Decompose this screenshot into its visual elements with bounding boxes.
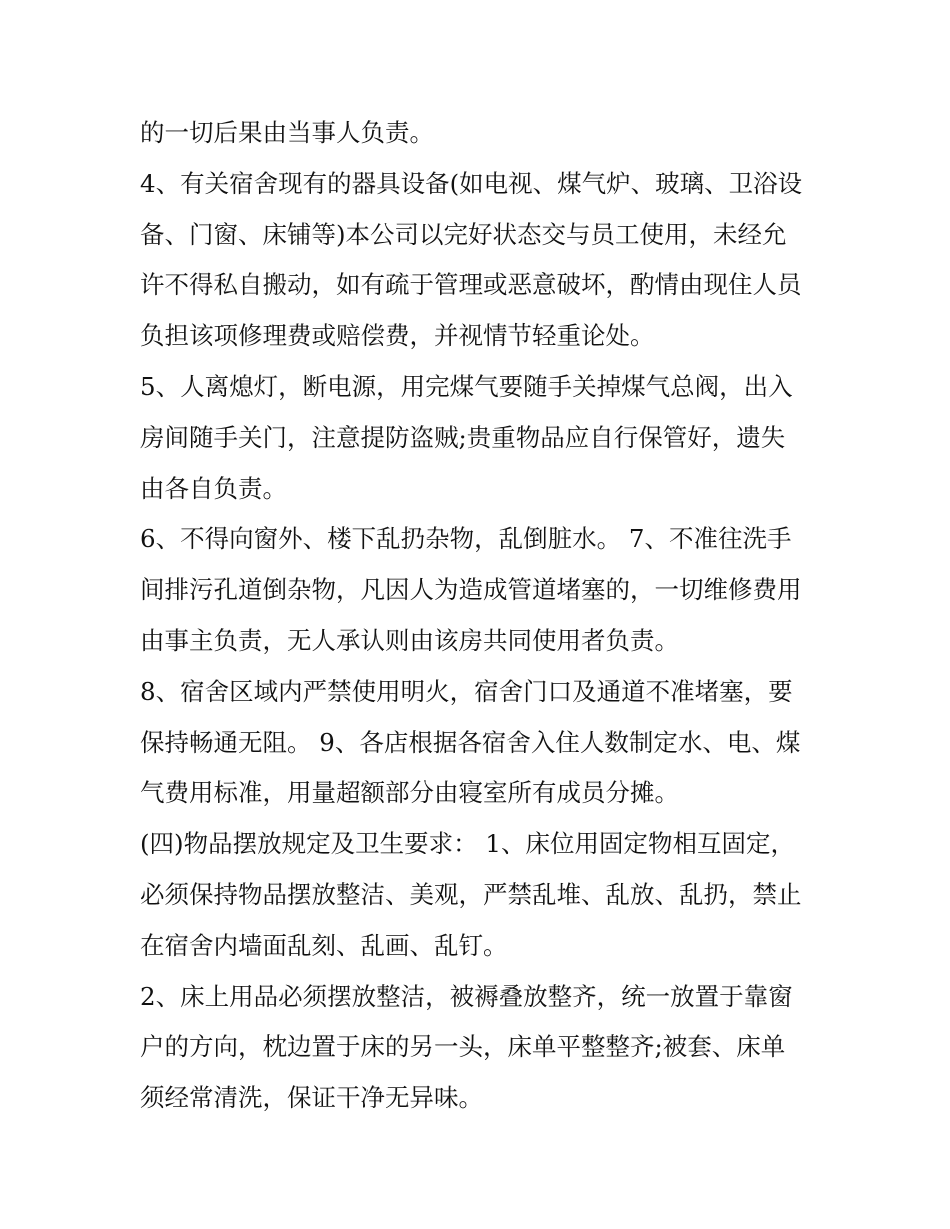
- text-line: 保持畅通无阻。 9、各店根据各宿舍入住人数制定水、电、煤: [140, 727, 801, 757]
- text-line: 的一切后果由当事人负责。: [140, 118, 434, 147]
- text-line: 由事主负责，无人承认则由该房共同使用者负责。: [140, 625, 679, 655]
- text-line: 间排污孔道倒杂物，凡因人为造成管道堵塞的，一切维修费用: [140, 575, 802, 605]
- text-line: 5、人离熄灯，断电源，用完煤气要随手关掉煤气总阀，出入: [140, 371, 793, 401]
- body-text: [140, 108, 820, 1124]
- text-line: 4、有关宿舍现有的器具设备(如电视、煤气炉、玻璃、卫浴设: [140, 168, 803, 198]
- text-line: 气费用标准，用量超额部分由寝室所有成员分摊。: [140, 778, 679, 808]
- text-line: 房间随手关门，注意提防盗贼;贵重物品应自行保管好，遗失: [140, 422, 786, 452]
- text-line: 由各自负责。: [140, 473, 287, 503]
- text-line: 在宿舍内墙面乱刻、乱画、乱钉。: [140, 930, 508, 960]
- text-line: (四)物品摆放规定及卫生要求： 1、床位用固定物相互固定，: [140, 829, 795, 859]
- text-line: 户的方向，枕边置于床的另一头，床单平整整齐;被套、床单: [140, 1032, 786, 1062]
- text-line: 许不得私自搬动，如有疏于管理或恶意破坏，酌情由现住人员: [140, 270, 802, 300]
- text-line: 2、床上用品必须摆放整洁，被褥叠放整齐，统一放置于靠窗: [140, 981, 793, 1011]
- text-line: 6、不得向窗外、楼下乱扔杂物，乱倒脏水。 7、不准往洗手: [140, 524, 792, 554]
- text-line: 负担该项修理费或赔偿费，并视情节轻重论处。: [140, 321, 655, 351]
- text-line: 必须保持物品摆放整洁、美观，严禁乱堆、乱放、乱扔，禁止: [140, 879, 802, 909]
- text-line: 须经常清洗，保证干净无异味。: [140, 1083, 483, 1113]
- text-line: 备、门窗、床铺等)本公司以完好状态交与员工使用，未经允: [140, 219, 787, 249]
- text-line: 8、宿舍区域内严禁使用明火，宿舍门口及通道不准堵塞，要: [140, 676, 793, 706]
